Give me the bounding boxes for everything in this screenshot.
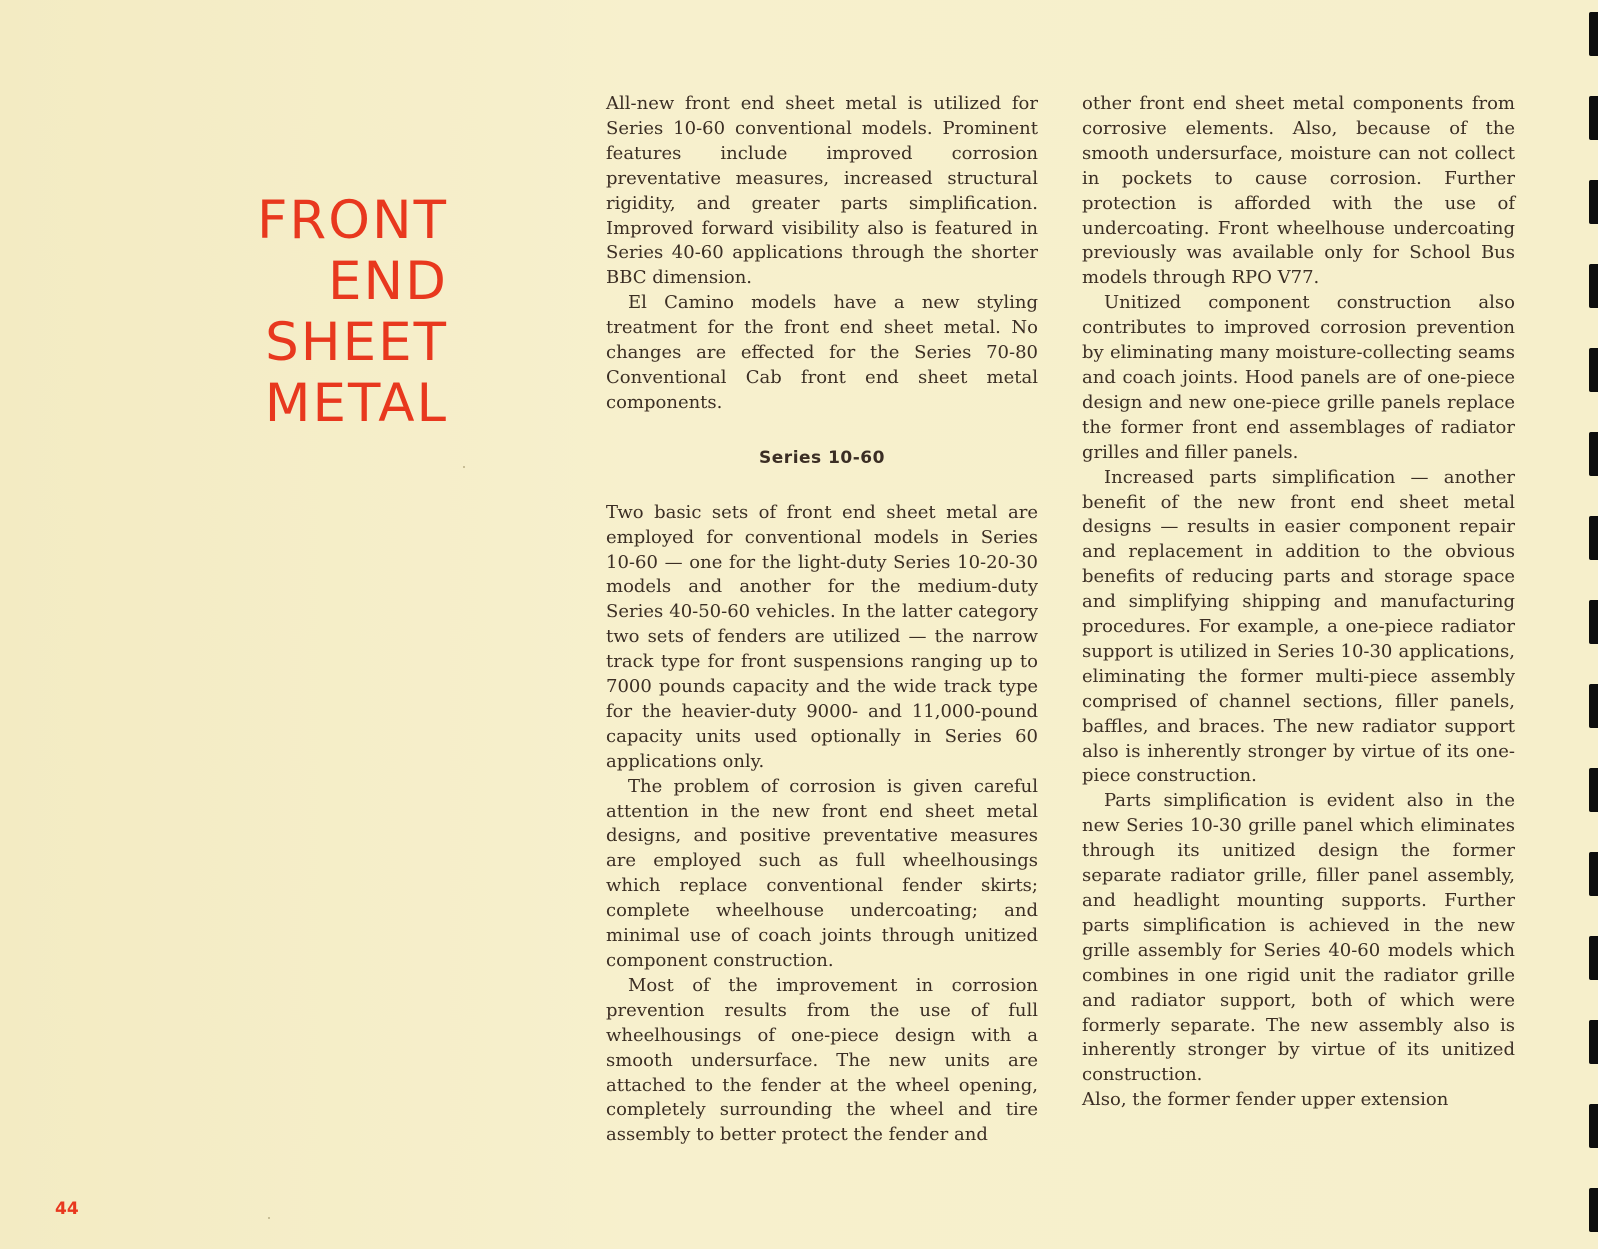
title-line-sheet: SHEET: [265, 312, 448, 373]
title-line-end: END: [328, 251, 448, 312]
binding-hole: [1589, 96, 1598, 140]
section-title: [150, 190, 448, 434]
text-column-right: [1082, 92, 1515, 1113]
paper-speck: [268, 1217, 270, 1219]
binding-hole: [1589, 684, 1598, 728]
paragraph: Also, the former fender upper extension: [1082, 1089, 1449, 1111]
page-number: 44: [55, 1199, 79, 1219]
binding-hole: [1589, 348, 1598, 392]
paragraph: Two basic sets of front end sheet metal are employed for conventional models in Series 10-60 — one for the light-duty Series 10-20-30 models and another for the medium-duty Series 40-50-60 vehicles. In the latter category two sets of fenders are utilized — the narrow track type for front suspensions ranging up to 7000 pounds capacity and the wide track type for the heavier-duty 9000- and 11,000-pound capacity units used optionally in Series 60 applications only.: [606, 501, 1038, 772]
binding-hole: [1589, 936, 1598, 980]
title-line-front: FRONT: [256, 190, 448, 251]
paragraph: Parts simplification is evident also in the new Series 10-30 grille panel which eliminates through its unitized design the former separate radiator grille, filler panel assembly, and headlight mounting supports. Further parts simplification is achieved in the new grille assembly for Series 40-60 models which combines in one rigid unit the radiator grille and radiator support, both of which were formerly separate. The new assembly also is inherently stronger by virtue of its unitized construction.: [1082, 790, 1515, 1086]
text-column-left: [606, 92, 1038, 1148]
title-line-metal: METAL: [264, 373, 448, 434]
binding-hole: [1589, 180, 1598, 224]
binding-hole: [1589, 600, 1598, 644]
paper-speck: [463, 466, 465, 468]
paragraph: Most of the improvement in corrosion prevention results from the use of full wheelhousings of one-piece design with a smooth undersurface. The new units are attached to the fender at the wheel opening, completely surrounding the wheel and tire assembly to better protect the fender and: [606, 974, 1038, 1146]
spiral-binding-holes: [1586, 0, 1598, 1249]
paragraph: El Camino models have a new styling treatment for the front end sheet metal. No changes are effected for the Series 70-80 Conventional Cab front end sheet metal components.: [606, 292, 1038, 413]
binding-hole: [1589, 264, 1598, 308]
paragraph: Unitized component construction also contributes to improved corrosion prevention by eliminating many moisture-collecting seams and coach joints. Hood panels are of one-piece design and new one-piece grille panels replace the former front end assemblages of radiator grilles and filler panels.: [1082, 292, 1515, 463]
binding-hole: [1589, 516, 1598, 560]
binding-hole: [1589, 432, 1598, 476]
binding-hole: [1589, 768, 1598, 812]
paragraph: other front end sheet metal components from corrosive elements. Also, because of the smooth undersurface, moisture can not collect in pockets to cause corrosion. Further protection is afforded with the use of undercoating. Front wheelhouse undercoating previously was available only for School Bus models through RPO V77.: [1082, 93, 1515, 289]
paragraph: Increased parts simplification — another benefit of the new front end sheet metal designs — results in easier component repair and replacement in addition to the obvious benefits of reducing parts and storage space and simplifying shipping and manufacturing procedures. For example, a one-piece radiator support is utilized in Series 10-30 applications, eliminating the former multi-piece assembly comprised of channel sections, filler panels, baffles, and braces. The new radiator support also is inherently stronger by virtue of its one-piece construction.: [1082, 466, 1515, 787]
binding-hole: [1589, 1104, 1598, 1148]
binding-hole: [1589, 1020, 1598, 1064]
binding-hole: [1589, 1188, 1598, 1232]
binding-hole: [1589, 12, 1598, 56]
paragraph: The problem of corrosion is given careful attention in the new front end sheet metal designs, and positive preventative measures are employed such as full wheelhousings which replace conventional fender skirts; complete wheelhouse undercoating; and minimal use of coach joints through unitized component construction.: [606, 775, 1038, 971]
binding-hole: [1589, 852, 1598, 896]
subheading: Series 10-60: [759, 447, 885, 468]
paragraph: All-new front end sheet metal is utilized for Series 10-60 conventional models. Prominent features include improved corrosion preventative measures, increased structural rigidity, and greater parts simplification. Improved forward visibility also is featured in Series 40-60 applications through the shorter BBC dimension.: [606, 93, 1038, 289]
